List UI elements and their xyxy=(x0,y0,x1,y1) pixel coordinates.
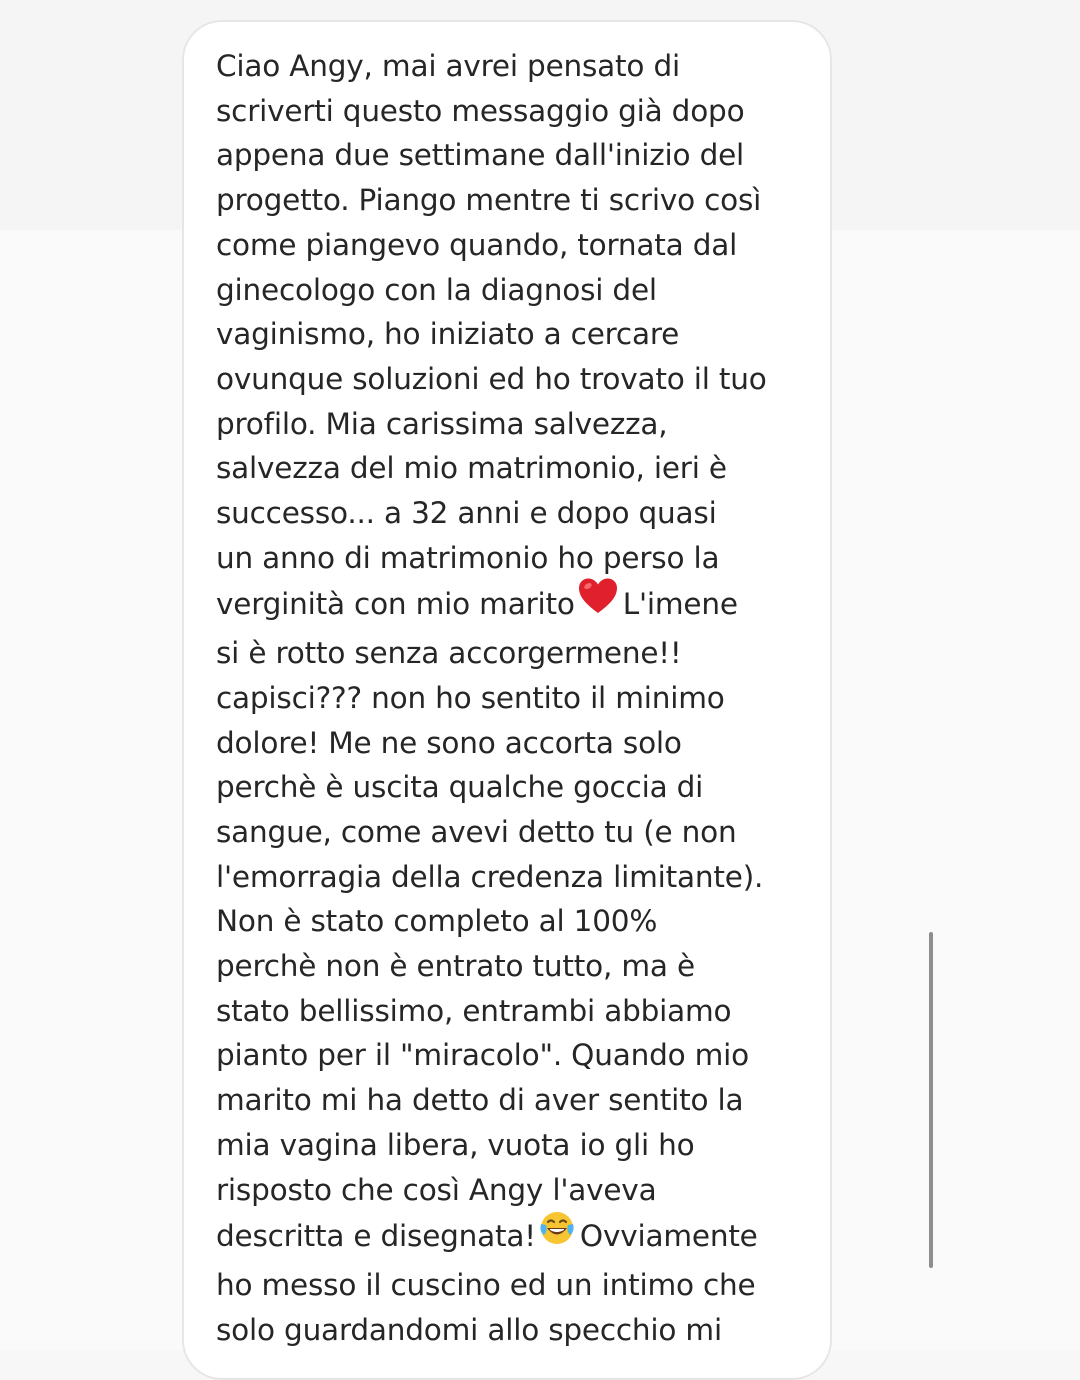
message-line: si è rotto senza accorgermene!! xyxy=(216,636,682,671)
message-line: salvezza del mio matrimonio, ieri è xyxy=(216,451,727,486)
message-line-part: verginità con mio marito xyxy=(216,587,575,622)
message-line: perchè non è entrato tutto, ma è xyxy=(216,949,695,984)
message-line: solo guardandomi allo specchio mi xyxy=(216,1312,722,1347)
laughing-tears-emoji-icon xyxy=(538,1209,576,1260)
message-line: Ciao Angy, mai avrei pensato di xyxy=(216,49,680,83)
message-line: Non è stato completo al 100% xyxy=(216,904,658,939)
message-line-part: Ovviamente xyxy=(579,1219,758,1254)
message-line: capisci??? non ho sentito il minimo xyxy=(216,680,725,715)
message-line-with-laugh xyxy=(216,1212,816,1263)
message-line: perchè è uscita qualche goccia di xyxy=(216,770,704,805)
message-line: stato bellissimo, entrambi abbiamo xyxy=(216,993,732,1028)
message-line-part: L'imene xyxy=(622,587,738,622)
heart-emoji-icon xyxy=(577,577,619,628)
message-line: pianto per il "miracolo". Quando mio xyxy=(216,1038,750,1073)
message-line: profilo. Mia carissima salvezza, xyxy=(216,406,668,441)
message-line: un anno di matrimonio ho perso la xyxy=(216,540,720,575)
message-line: sangue, come avevi detto tu (e non xyxy=(216,814,737,849)
message-line: risposto che così Angy l'aveva xyxy=(216,1172,657,1207)
message-line: appena due settimane dall'inizio del xyxy=(216,138,745,173)
message-line: vaginismo, ho iniziato a cercare xyxy=(216,317,680,352)
message-line: successo... a 32 anni e dopo quasi xyxy=(216,496,717,531)
message-line-part: descritta e disegnata! xyxy=(216,1219,536,1254)
message-line: dolore! Me ne sono accorta solo xyxy=(216,725,682,760)
message-line: ginecologo con la diagnosi del xyxy=(216,272,657,307)
message-line: ho messo il cuscino ed un intimo che xyxy=(216,1267,756,1302)
message-line: mia vagina libera, vuota io gli ho xyxy=(216,1127,695,1162)
message-line-with-heart xyxy=(216,580,816,631)
scrollbar[interactable] xyxy=(929,932,933,1268)
message-line: l'emorragia della credenza limitante). xyxy=(216,859,764,894)
message-line: come piangevo quando, tornata dal xyxy=(216,227,738,262)
message-line: marito mi ha detto di aver sentito la xyxy=(216,1083,744,1118)
message-line: scriverti questo messaggio già dopo xyxy=(216,93,745,128)
message-text xyxy=(216,44,816,1352)
message-line: ovunque soluzioni ed ho trovato il tuo xyxy=(216,361,767,396)
message-line: progetto. Piango mentre ti scrivo così xyxy=(216,183,762,218)
